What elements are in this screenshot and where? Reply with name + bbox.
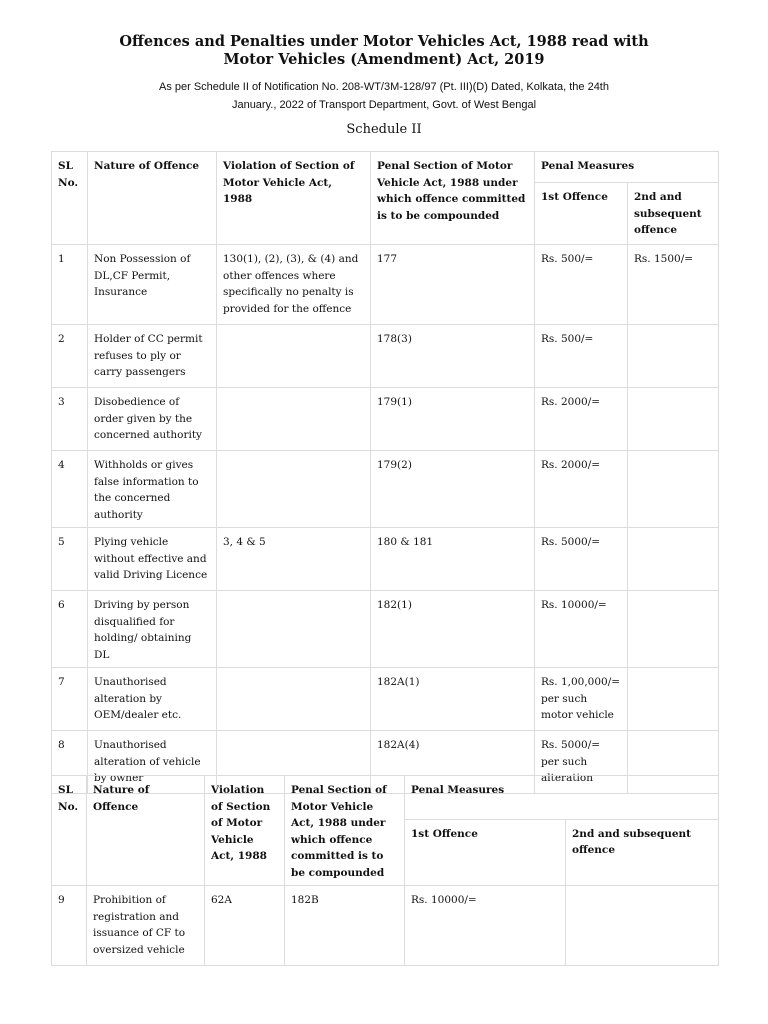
table-row xyxy=(52,325,719,388)
cell-violation xyxy=(217,668,371,731)
cell-subsequent-offence xyxy=(628,388,719,451)
cell-subsequent-offence xyxy=(628,325,719,388)
cell-first-offence: Rs. 2000/= xyxy=(535,388,628,451)
cell-sl: 8 xyxy=(52,731,88,794)
cell-subsequent-offence xyxy=(628,668,719,731)
cell-penal-section: 182(1) xyxy=(371,591,535,668)
cell-first-offence: Rs. 5000/= per such alteration xyxy=(535,731,628,794)
document-title xyxy=(0,33,768,69)
cell-penal-section: 182A(1) xyxy=(371,668,535,731)
cell-subsequent-offence xyxy=(566,886,719,966)
cell-nature: Disobedience of order given by the concerned authority xyxy=(88,388,217,451)
header-sl-no: SL No. xyxy=(52,152,88,245)
title-line-1: Offences and Penalties under Motor Vehicles Act, 1988 read with xyxy=(119,33,649,50)
header-first-offence: 1st Offence xyxy=(405,819,566,885)
cell-violation xyxy=(217,591,371,668)
cell-subsequent-offence xyxy=(628,591,719,668)
header-nature-of-offence: Nature of Offence xyxy=(87,776,205,886)
header-penal-measures: Penal Measures xyxy=(535,152,719,183)
table-row xyxy=(52,451,719,528)
subtitle-line-2: January., 2022 of Transport Department, Govt. of West Bengal xyxy=(231,98,537,111)
cell-penal-section: 179(2) xyxy=(371,451,535,528)
cell-penal-section: 178(3) xyxy=(371,325,535,388)
header-penal-section: Penal Section of Motor Vehicle Act, 1988 under which offence committed is to be compounded xyxy=(285,776,405,886)
cell-sl: 4 xyxy=(52,451,88,528)
cell-penal-section: 182A(4) xyxy=(371,731,535,794)
cell-nature: Unauthorised alteration by OEM/dealer etc. xyxy=(88,668,217,731)
cell-sl: 5 xyxy=(52,528,88,591)
cell-nature: Driving by person disqualified for holding/ obtaining DL xyxy=(88,591,217,668)
cell-penal-section: 177 xyxy=(371,245,535,325)
cell-first-offence: Rs. 1,00,000/= per such motor vehicle xyxy=(535,668,628,731)
cell-violation xyxy=(217,388,371,451)
header-violation-section: Violation of Section of Motor Vehicle Act, 1988 xyxy=(205,776,285,886)
table-row xyxy=(52,886,719,966)
cell-subsequent-offence xyxy=(628,528,719,591)
header-first-offence: 1st Offence xyxy=(535,183,628,245)
table-row xyxy=(52,528,719,591)
title-line-2: Motor Vehicles (Amendment) Act, 2019 xyxy=(223,51,545,68)
cell-subsequent-offence: Rs. 1500/= xyxy=(628,245,719,325)
table-header-row xyxy=(52,152,719,183)
cell-nature: Holder of CC permit refuses to ply or carry passengers xyxy=(88,325,217,388)
cell-penal-section: 180 & 181 xyxy=(371,528,535,591)
cell-violation: 62A xyxy=(205,886,285,966)
cell-sl: 3 xyxy=(52,388,88,451)
header-penal-measures: Penal Measures xyxy=(405,776,719,820)
cell-violation: 130(1), (2), (3), & (4) and other offences where specifically no penalty is provided for the offence xyxy=(217,245,371,325)
cell-violation: 3, 4 & 5 xyxy=(217,528,371,591)
table-row xyxy=(52,388,719,451)
document-subtitle xyxy=(110,79,658,114)
header-nature-of-offence: Nature of Offence xyxy=(88,152,217,245)
cell-sl: 2 xyxy=(52,325,88,388)
cell-nature: Withholds or gives false information to the concerned authority xyxy=(88,451,217,528)
offences-table-1 xyxy=(51,151,719,794)
cell-nature: Non Possession of DL,CF Permit, Insurance xyxy=(88,245,217,325)
header-penal-section: Penal Section of Motor Vehicle Act, 1988 under which offence committed is to be compounded xyxy=(371,152,535,245)
cell-penal-section: 179(1) xyxy=(371,388,535,451)
cell-first-offence: Rs. 2000/= xyxy=(535,451,628,528)
header-sl-no: SL No. xyxy=(52,776,87,886)
cell-violation xyxy=(217,451,371,528)
cell-penal-section: 182B xyxy=(285,886,405,966)
schedule-heading: Schedule II xyxy=(346,122,422,137)
cell-subsequent-offence xyxy=(628,451,719,528)
subtitle-line-1: As per Schedule II of Notification No. 208-WT/3M-128/97 (Pt. III)(D) Dated, Kolkata, the 24th xyxy=(159,81,609,93)
header-subsequent-offence: 2nd and subsequent offence xyxy=(566,819,719,885)
header-subsequent-offence: 2nd and subsequent offence xyxy=(628,183,719,245)
cell-first-offence: Rs. 10000/= xyxy=(405,886,566,966)
table-row xyxy=(52,591,719,668)
cell-sl: 1 xyxy=(52,245,88,325)
cell-nature: Unauthorised alteration of vehicle by owner xyxy=(88,731,217,794)
cell-nature: Prohibition of registration and issuance of CF to oversized vehicle xyxy=(87,886,205,966)
cell-sl: 9 xyxy=(52,886,87,966)
cell-first-offence: Rs. 5000/= xyxy=(535,528,628,591)
cell-first-offence: Rs. 10000/= xyxy=(535,591,628,668)
header-violation-section: Violation of Section of Motor Vehicle Act, 1988 xyxy=(217,152,371,245)
cell-sl: 6 xyxy=(52,591,88,668)
table-row xyxy=(52,245,719,325)
cell-nature: Plying vehicle without effective and valid Driving Licence xyxy=(88,528,217,591)
cell-first-offence: Rs. 500/= xyxy=(535,325,628,388)
offences-table-2 xyxy=(51,775,719,966)
cell-first-offence: Rs. 500/= xyxy=(535,245,628,325)
table-row xyxy=(52,668,719,731)
table-header-row xyxy=(52,776,719,820)
cell-violation xyxy=(217,325,371,388)
cell-sl: 7 xyxy=(52,668,88,731)
